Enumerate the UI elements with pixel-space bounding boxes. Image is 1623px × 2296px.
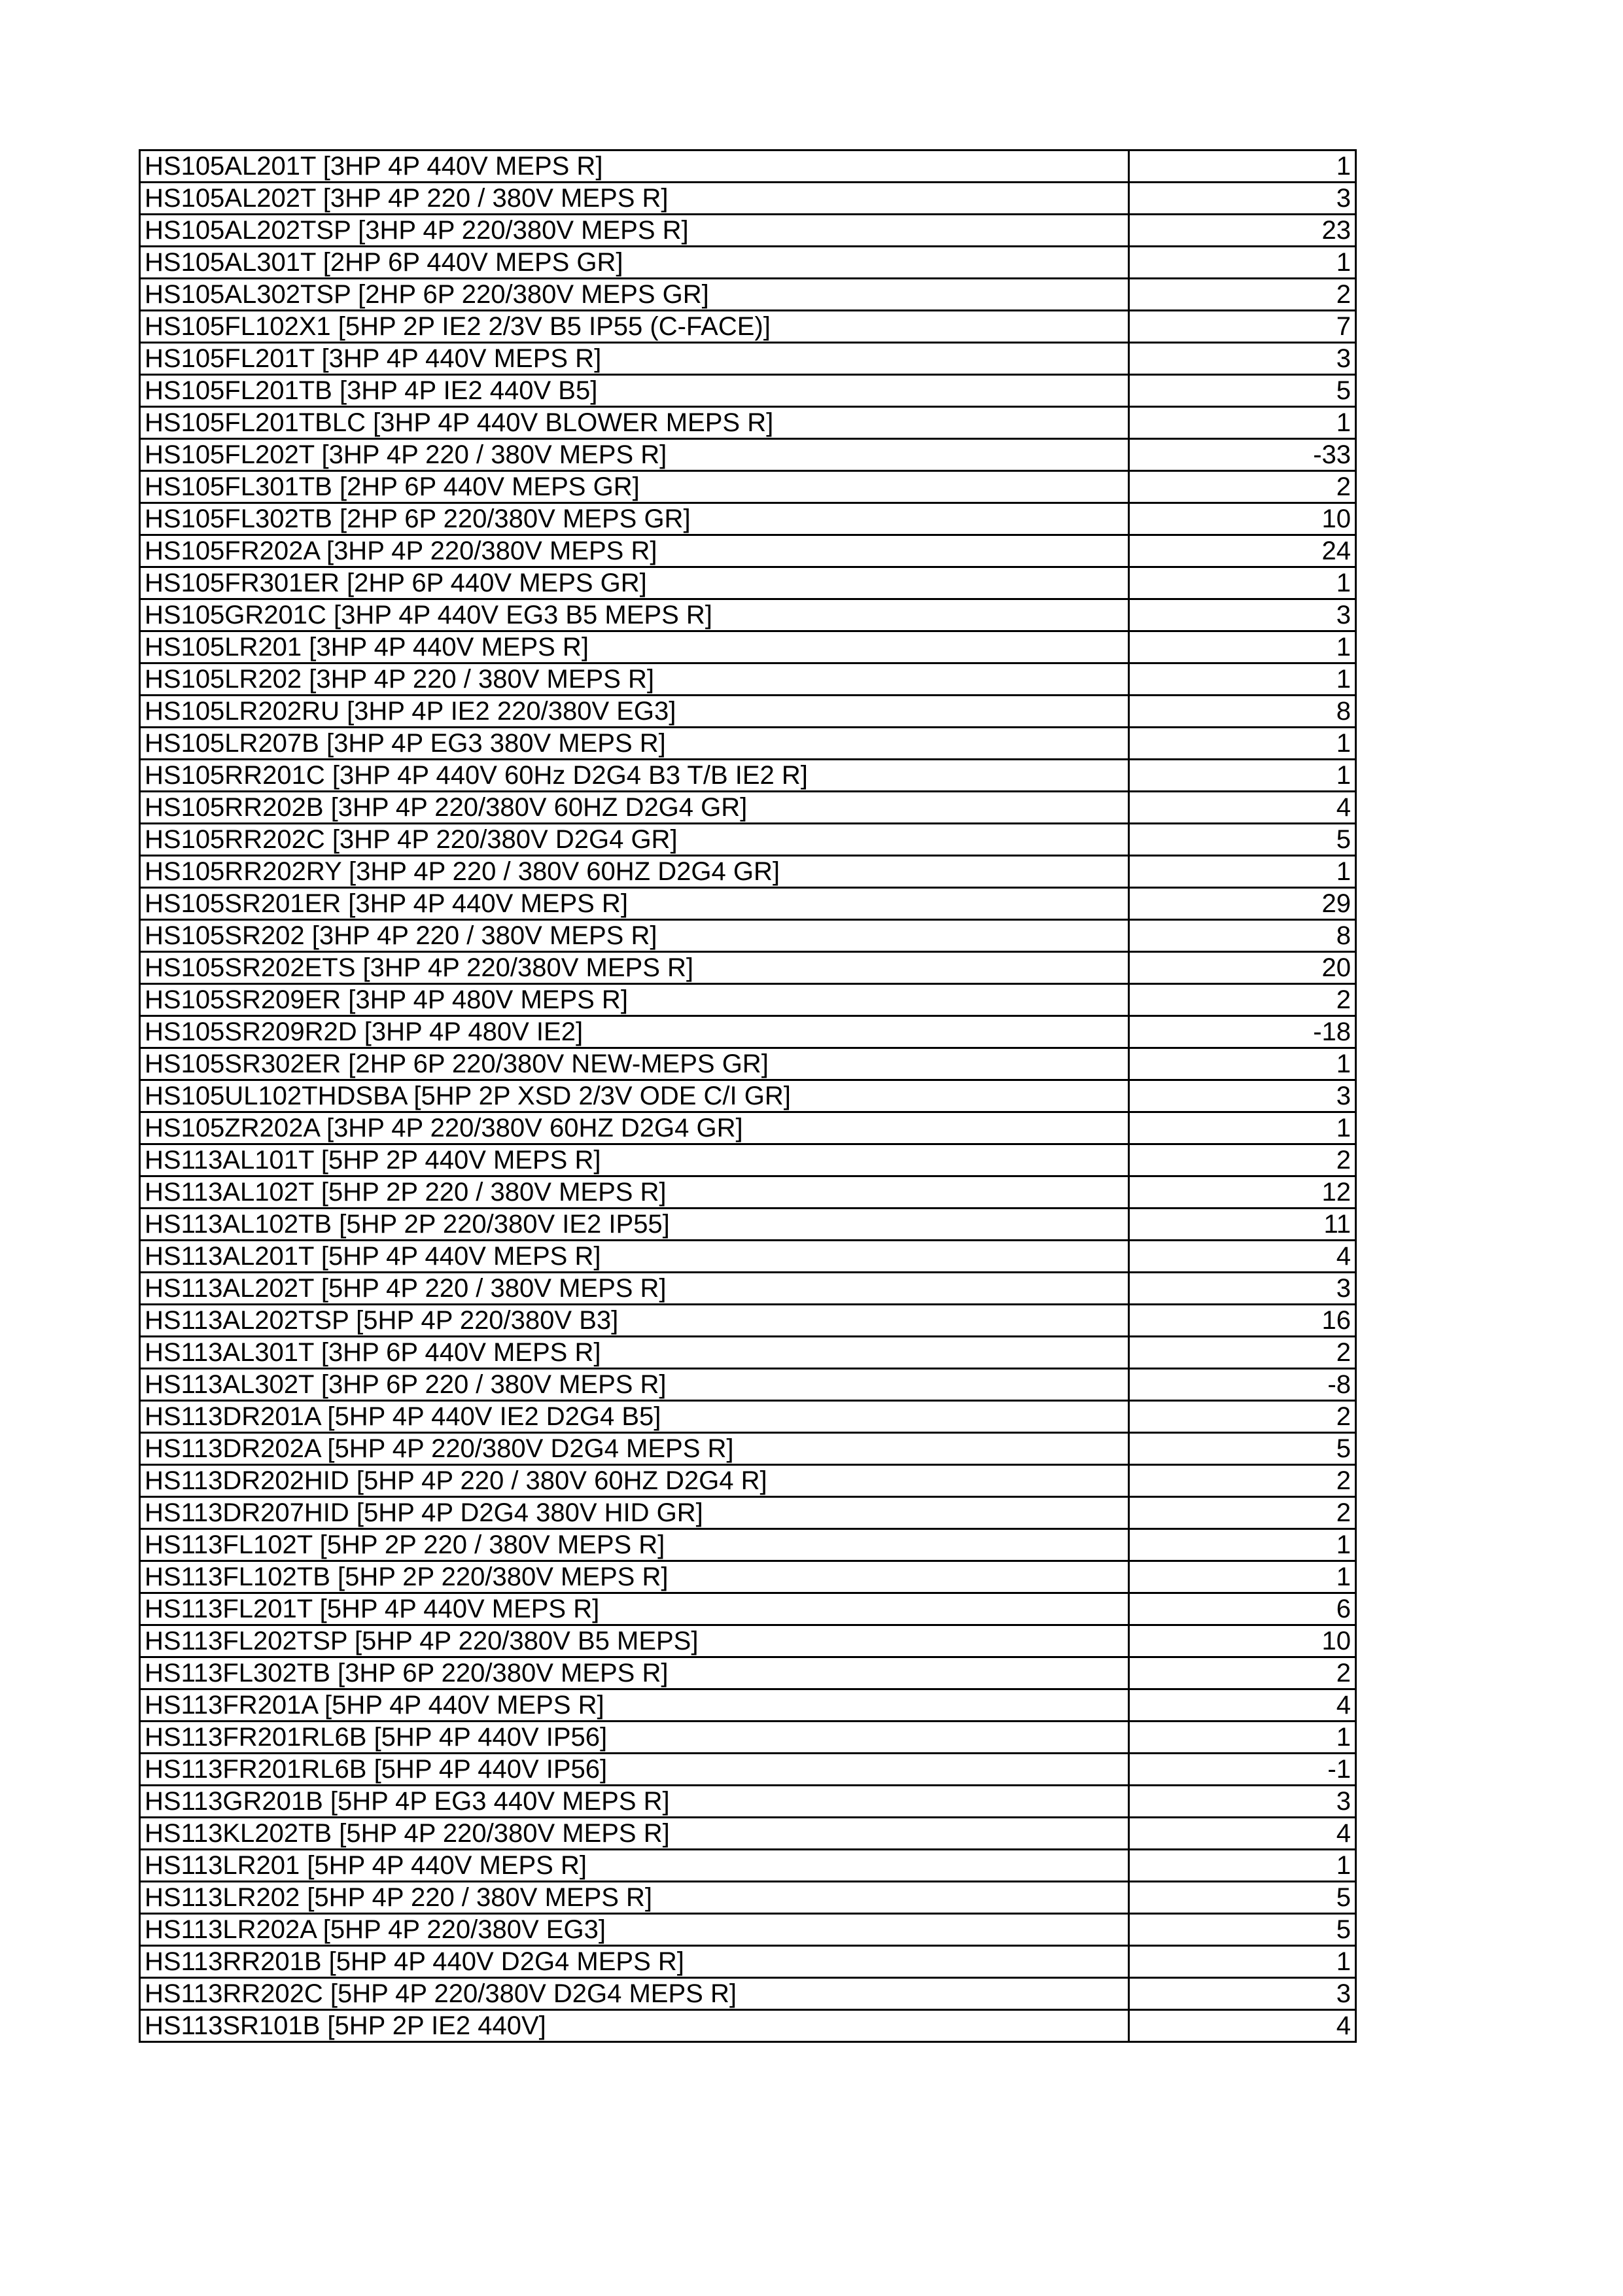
item-description-cell: HS105SR202ETS [3HP 4P 220/380V MEPS R] [140, 952, 1129, 984]
table-row [140, 984, 1356, 1016]
item-description-cell: HS113LR201 [5HP 4P 440V MEPS R] [140, 1850, 1129, 1882]
quantity-cell: 11 [1129, 1209, 1356, 1241]
table-row [140, 1946, 1356, 1978]
item-description-cell: HS113FL201T [5HP 4P 440V MEPS R] [140, 1593, 1129, 1625]
quantity-cell: 1 [1129, 728, 1356, 760]
table-row [140, 1529, 1356, 1561]
quantity-cell: 1 [1129, 150, 1356, 183]
table-row [140, 150, 1356, 183]
quantity-cell: 3 [1129, 1978, 1356, 2010]
quantity-cell: 23 [1129, 215, 1356, 247]
quantity-cell: 2 [1129, 1144, 1356, 1176]
quantity-cell: 1 [1129, 1112, 1356, 1144]
table-row [140, 824, 1356, 856]
table-row [140, 279, 1356, 311]
item-description-cell: HS105FL201TBLC [3HP 4P 440V BLOWER MEPS R] [140, 407, 1129, 439]
quantity-cell: -1 [1129, 1754, 1356, 1786]
item-description-cell: HS113RR201B [5HP 4P 440V D2G4 MEPS R] [140, 1946, 1129, 1978]
item-description-cell: HS105LR202 [3HP 4P 220 / 380V MEPS R] [140, 663, 1129, 696]
table-row [140, 535, 1356, 567]
table-row [140, 1850, 1356, 1882]
quantity-cell: 3 [1129, 1080, 1356, 1112]
quantity-cell: 29 [1129, 888, 1356, 920]
quantity-cell: 3 [1129, 343, 1356, 375]
table-row [140, 888, 1356, 920]
item-description-cell: HS113AL101T [5HP 2P 440V MEPS R] [140, 1144, 1129, 1176]
table-row [140, 439, 1356, 471]
table-row [140, 760, 1356, 792]
item-description-cell: HS105AL301T [2HP 6P 440V MEPS GR] [140, 247, 1129, 279]
quantity-cell: 1 [1129, 407, 1356, 439]
quantity-cell: -8 [1129, 1369, 1356, 1401]
item-description-cell: HS105LR207B [3HP 4P EG3 380V MEPS R] [140, 728, 1129, 760]
table-row [140, 215, 1356, 247]
item-description-cell: HS113AL102TB [5HP 2P 220/380V IE2 IP55] [140, 1209, 1129, 1241]
quantity-cell: 4 [1129, 1689, 1356, 1722]
quantity-cell: 24 [1129, 535, 1356, 567]
table-row [140, 1080, 1356, 1112]
item-description-cell: HS105FL201TB [3HP 4P IE2 440V B5] [140, 375, 1129, 407]
item-description-cell: HS113AL102T [5HP 2P 220 / 380V MEPS R] [140, 1176, 1129, 1209]
item-description-cell: HS113FR201RL6B [5HP 4P 440V IP56] [140, 1754, 1129, 1786]
quantity-cell: 2 [1129, 1465, 1356, 1497]
table-row [140, 1048, 1356, 1080]
item-description-cell: HS113LR202 [5HP 4P 220 / 380V MEPS R] [140, 1882, 1129, 1914]
item-description-cell: HS105AL302TSP [2HP 6P 220/380V MEPS GR] [140, 279, 1129, 311]
quantity-cell: 1 [1129, 1529, 1356, 1561]
table-row [140, 631, 1356, 663]
item-description-cell: HS105SR201ER [3HP 4P 440V MEPS R] [140, 888, 1129, 920]
quantity-cell: 1 [1129, 1048, 1356, 1080]
item-description-cell: HS113AL201T [5HP 4P 440V MEPS R] [140, 1241, 1129, 1273]
table-row [140, 1465, 1356, 1497]
quantity-cell: 10 [1129, 1625, 1356, 1657]
table-row [140, 696, 1356, 728]
quantity-cell: 20 [1129, 952, 1356, 984]
item-description-cell: HS113FL102T [5HP 2P 220 / 380V MEPS R] [140, 1529, 1129, 1561]
item-description-cell: HS113AL301T [3HP 6P 440V MEPS R] [140, 1337, 1129, 1369]
table-row [140, 311, 1356, 343]
item-description-cell: HS113GR201B [5HP 4P EG3 440V MEPS R] [140, 1786, 1129, 1818]
quantity-cell: 2 [1129, 984, 1356, 1016]
quantity-cell: 3 [1129, 183, 1356, 215]
table-row [140, 407, 1356, 439]
table-row [140, 856, 1356, 888]
quantity-cell: 3 [1129, 1273, 1356, 1305]
item-description-cell: HS105RR201C [3HP 4P 440V 60Hz D2G4 B3 T/B IE2 R] [140, 760, 1129, 792]
item-description-cell: HS105SR202 [3HP 4P 220 / 380V MEPS R] [140, 920, 1129, 952]
table-row [140, 1273, 1356, 1305]
item-description-cell: HS113SR101B [5HP 2P IE2 440V] [140, 2010, 1129, 2042]
item-description-cell: HS113FL302TB [3HP 6P 220/380V MEPS R] [140, 1657, 1129, 1689]
item-description-cell: HS113FR201A [5HP 4P 440V MEPS R] [140, 1689, 1129, 1722]
item-description-cell: HS105GR201C [3HP 4P 440V EG3 B5 MEPS R] [140, 599, 1129, 631]
quantity-cell: 1 [1129, 631, 1356, 663]
table-row [140, 599, 1356, 631]
table-row [140, 1689, 1356, 1722]
quantity-cell: 1 [1129, 1722, 1356, 1754]
table-row [140, 1401, 1356, 1433]
table-row [140, 1786, 1356, 1818]
quantity-cell: 5 [1129, 1882, 1356, 1914]
item-description-cell: HS113LR202A [5HP 4P 220/380V EG3] [140, 1914, 1129, 1946]
table-row [140, 1337, 1356, 1369]
quantity-cell: 2 [1129, 1657, 1356, 1689]
item-description-cell: HS105FL102X1 [5HP 2P IE2 2/3V B5 IP55 (C-FACE)] [140, 311, 1129, 343]
table-row [140, 1305, 1356, 1337]
item-description-cell: HS105RR202B [3HP 4P 220/380V 60HZ D2G4 GR] [140, 792, 1129, 824]
quantity-cell: 12 [1129, 1176, 1356, 1209]
quantity-cell: 5 [1129, 1433, 1356, 1465]
inventory-table-body [140, 150, 1356, 2042]
quantity-cell: 1 [1129, 663, 1356, 696]
item-description-cell: HS105LR201 [3HP 4P 440V MEPS R] [140, 631, 1129, 663]
table-row [140, 1978, 1356, 2010]
item-description-cell: HS105AL201T [3HP 4P 440V MEPS R] [140, 150, 1129, 183]
item-description-cell: HS113DR201A [5HP 4P 440V IE2 D2G4 B5] [140, 1401, 1129, 1433]
item-description-cell: HS113RR202C [5HP 4P 220/380V D2G4 MEPS R] [140, 1978, 1129, 2010]
item-description-cell: HS105AL202T [3HP 4P 220 / 380V MEPS R] [140, 183, 1129, 215]
quantity-cell: 1 [1129, 856, 1356, 888]
table-row [140, 1209, 1356, 1241]
quantity-cell: 4 [1129, 2010, 1356, 2042]
item-description-cell: HS113KL202TB [5HP 4P 220/380V MEPS R] [140, 1818, 1129, 1850]
quantity-cell: 4 [1129, 792, 1356, 824]
quantity-cell: 1 [1129, 247, 1356, 279]
quantity-cell: 2 [1129, 1401, 1356, 1433]
quantity-cell: 5 [1129, 1914, 1356, 1946]
table-row [140, 1112, 1356, 1144]
quantity-cell: 8 [1129, 920, 1356, 952]
quantity-cell: 5 [1129, 375, 1356, 407]
table-row [140, 1497, 1356, 1529]
table-row [140, 1433, 1356, 1465]
table-row [140, 1818, 1356, 1850]
table-row [140, 503, 1356, 535]
table-row [140, 1369, 1356, 1401]
table-row [140, 1016, 1356, 1048]
table-row [140, 1176, 1356, 1209]
table-row [140, 343, 1356, 375]
quantity-cell: 1 [1129, 1850, 1356, 1882]
table-row [140, 1144, 1356, 1176]
table-row [140, 1241, 1356, 1273]
quantity-cell: 10 [1129, 503, 1356, 535]
item-description-cell: HS113AL202TSP [5HP 4P 220/380V B3] [140, 1305, 1129, 1337]
item-description-cell: HS105RR202RY [3HP 4P 220 / 380V 60HZ D2G4 GR] [140, 856, 1129, 888]
quantity-cell: 7 [1129, 311, 1356, 343]
item-description-cell: HS105SR209R2D [3HP 4P 480V IE2] [140, 1016, 1129, 1048]
quantity-cell: -33 [1129, 439, 1356, 471]
item-description-cell: HS113FL202TSP [5HP 4P 220/380V B5 MEPS] [140, 1625, 1129, 1657]
table-row [140, 1657, 1356, 1689]
table-row [140, 1625, 1356, 1657]
quantity-cell: 1 [1129, 567, 1356, 599]
table-row [140, 247, 1356, 279]
quantity-cell: 3 [1129, 599, 1356, 631]
item-description-cell: HS105FL201T [3HP 4P 440V MEPS R] [140, 343, 1129, 375]
quantity-cell: 5 [1129, 824, 1356, 856]
table-row [140, 567, 1356, 599]
table-row [140, 1722, 1356, 1754]
table-row [140, 1882, 1356, 1914]
quantity-cell: 4 [1129, 1818, 1356, 1850]
quantity-cell: 3 [1129, 1786, 1356, 1818]
quantity-cell: 2 [1129, 471, 1356, 503]
quantity-cell: 1 [1129, 760, 1356, 792]
item-description-cell: HS113FL102TB [5HP 2P 220/380V MEPS R] [140, 1561, 1129, 1593]
table-row [140, 375, 1356, 407]
quantity-cell: 2 [1129, 1497, 1356, 1529]
table-row [140, 1561, 1356, 1593]
item-description-cell: HS105SR302ER [2HP 6P 220/380V NEW-MEPS GR] [140, 1048, 1129, 1080]
quantity-cell: 1 [1129, 1946, 1356, 1978]
quantity-cell: 6 [1129, 1593, 1356, 1625]
item-description-cell: HS113DR202HID [5HP 4P 220 / 380V 60HZ D2G4 R] [140, 1465, 1129, 1497]
table-row [140, 471, 1356, 503]
quantity-cell: 2 [1129, 279, 1356, 311]
item-description-cell: HS105RR202C [3HP 4P 220/380V D2G4 GR] [140, 824, 1129, 856]
table-row [140, 1754, 1356, 1786]
quantity-cell: 8 [1129, 696, 1356, 728]
quantity-cell: 16 [1129, 1305, 1356, 1337]
item-description-cell: HS105FL202T [3HP 4P 220 / 380V MEPS R] [140, 439, 1129, 471]
table-row [140, 1593, 1356, 1625]
table-row [140, 952, 1356, 984]
quantity-cell: 1 [1129, 1561, 1356, 1593]
table-row [140, 2010, 1356, 2042]
item-description-cell: HS105FR202A [3HP 4P 220/380V MEPS R] [140, 535, 1129, 567]
item-description-cell: HS105ZR202A [3HP 4P 220/380V 60HZ D2G4 GR] [140, 1112, 1129, 1144]
table-row [140, 183, 1356, 215]
item-description-cell: HS113FR201RL6B [5HP 4P 440V IP56] [140, 1722, 1129, 1754]
item-description-cell: HS113AL202T [5HP 4P 220 / 380V MEPS R] [140, 1273, 1129, 1305]
table-row [140, 920, 1356, 952]
item-description-cell: HS105FL301TB [2HP 6P 440V MEPS GR] [140, 471, 1129, 503]
item-description-cell: HS113DR207HID [5HP 4P D2G4 380V HID GR] [140, 1497, 1129, 1529]
item-description-cell: HS105AL202TSP [3HP 4P 220/380V MEPS R] [140, 215, 1129, 247]
quantity-cell: 2 [1129, 1337, 1356, 1369]
table-row [140, 663, 1356, 696]
table-row [140, 792, 1356, 824]
quantity-cell: 4 [1129, 1241, 1356, 1273]
table-row [140, 728, 1356, 760]
item-description-cell: HS105LR202RU [3HP 4P IE2 220/380V EG3] [140, 696, 1129, 728]
item-description-cell: HS113AL302T [3HP 6P 220 / 380V MEPS R] [140, 1369, 1129, 1401]
item-description-cell: HS105SR209ER [3HP 4P 480V MEPS R] [140, 984, 1129, 1016]
table-row [140, 1914, 1356, 1946]
item-description-cell: HS105FL302TB [2HP 6P 220/380V MEPS GR] [140, 503, 1129, 535]
item-description-cell: HS113DR202A [5HP 4P 220/380V D2G4 MEPS R] [140, 1433, 1129, 1465]
item-description-cell: HS105UL102THDSBA [5HP 2P XSD 2/3V ODE C/I GR] [140, 1080, 1129, 1112]
quantity-cell: -18 [1129, 1016, 1356, 1048]
item-description-cell: HS105FR301ER [2HP 6P 440V MEPS GR] [140, 567, 1129, 599]
inventory-table [139, 149, 1357, 2043]
